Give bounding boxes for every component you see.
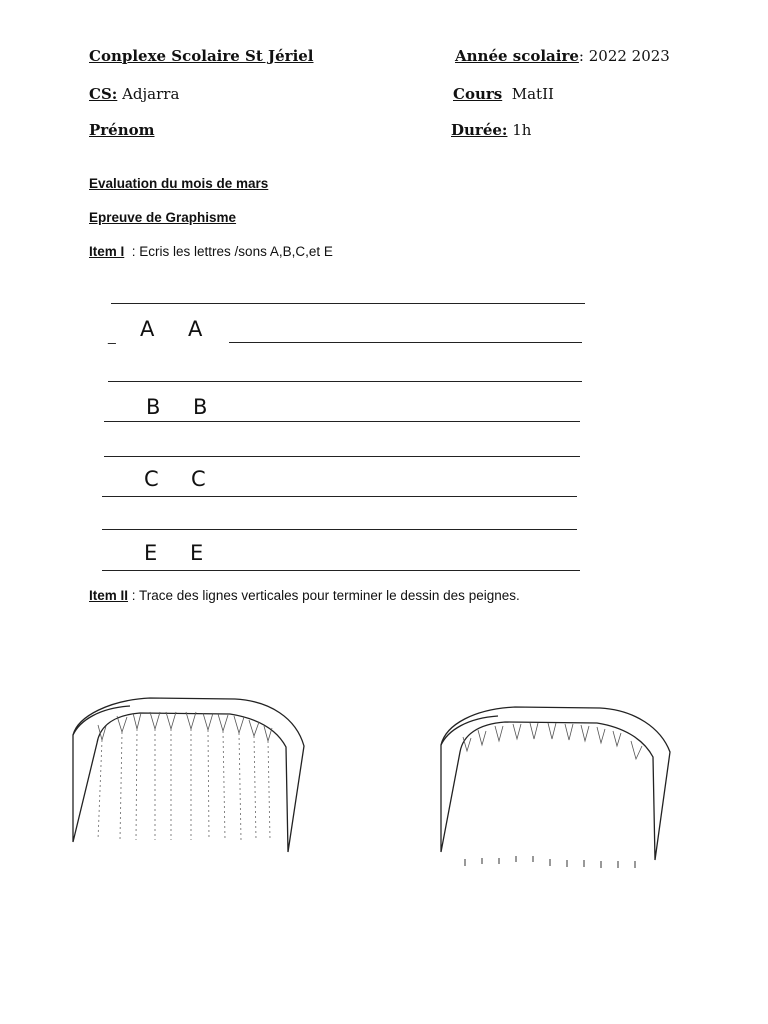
letter-b-1: B — [146, 395, 161, 419]
school-name: Conplexe Scolaire St Jériel — [89, 47, 314, 65]
cours-field: Cours MatII — [453, 85, 554, 103]
cs-field: CS: Adjarra — [89, 85, 180, 103]
right-comb-teeth — [463, 723, 642, 759]
item2-instruction: Item II : Trace des lignes verticales pour terminer le dessin des peignes. — [89, 588, 520, 603]
letter-c-2: C — [191, 467, 206, 491]
left-comb-dotted-lines — [98, 729, 270, 840]
letter-e-2: E — [190, 541, 204, 565]
item1-instruction: Item I : Ecris les lettres /sons A,B,C,et E — [89, 244, 333, 259]
letter-e-1: E — [144, 541, 158, 565]
letter-c-1: C — [144, 467, 159, 491]
letter-a-2: A — [188, 317, 203, 341]
right-comb-tick-marks — [465, 856, 635, 868]
school-year: Année scolaire: 2022 2023 — [455, 47, 670, 65]
letter-b-2: B — [193, 395, 208, 419]
epreuve-title: Epreuve de Graphisme — [89, 210, 237, 225]
right-comb-frame — [441, 707, 670, 860]
duree-field: Durée: 1h — [451, 121, 532, 139]
prenom-field: Prénom — [89, 121, 155, 139]
letter-a-1: A — [140, 317, 155, 341]
evaluation-title: Evaluation du mois de mars — [89, 176, 269, 191]
dash-mark: _ — [108, 328, 116, 344]
